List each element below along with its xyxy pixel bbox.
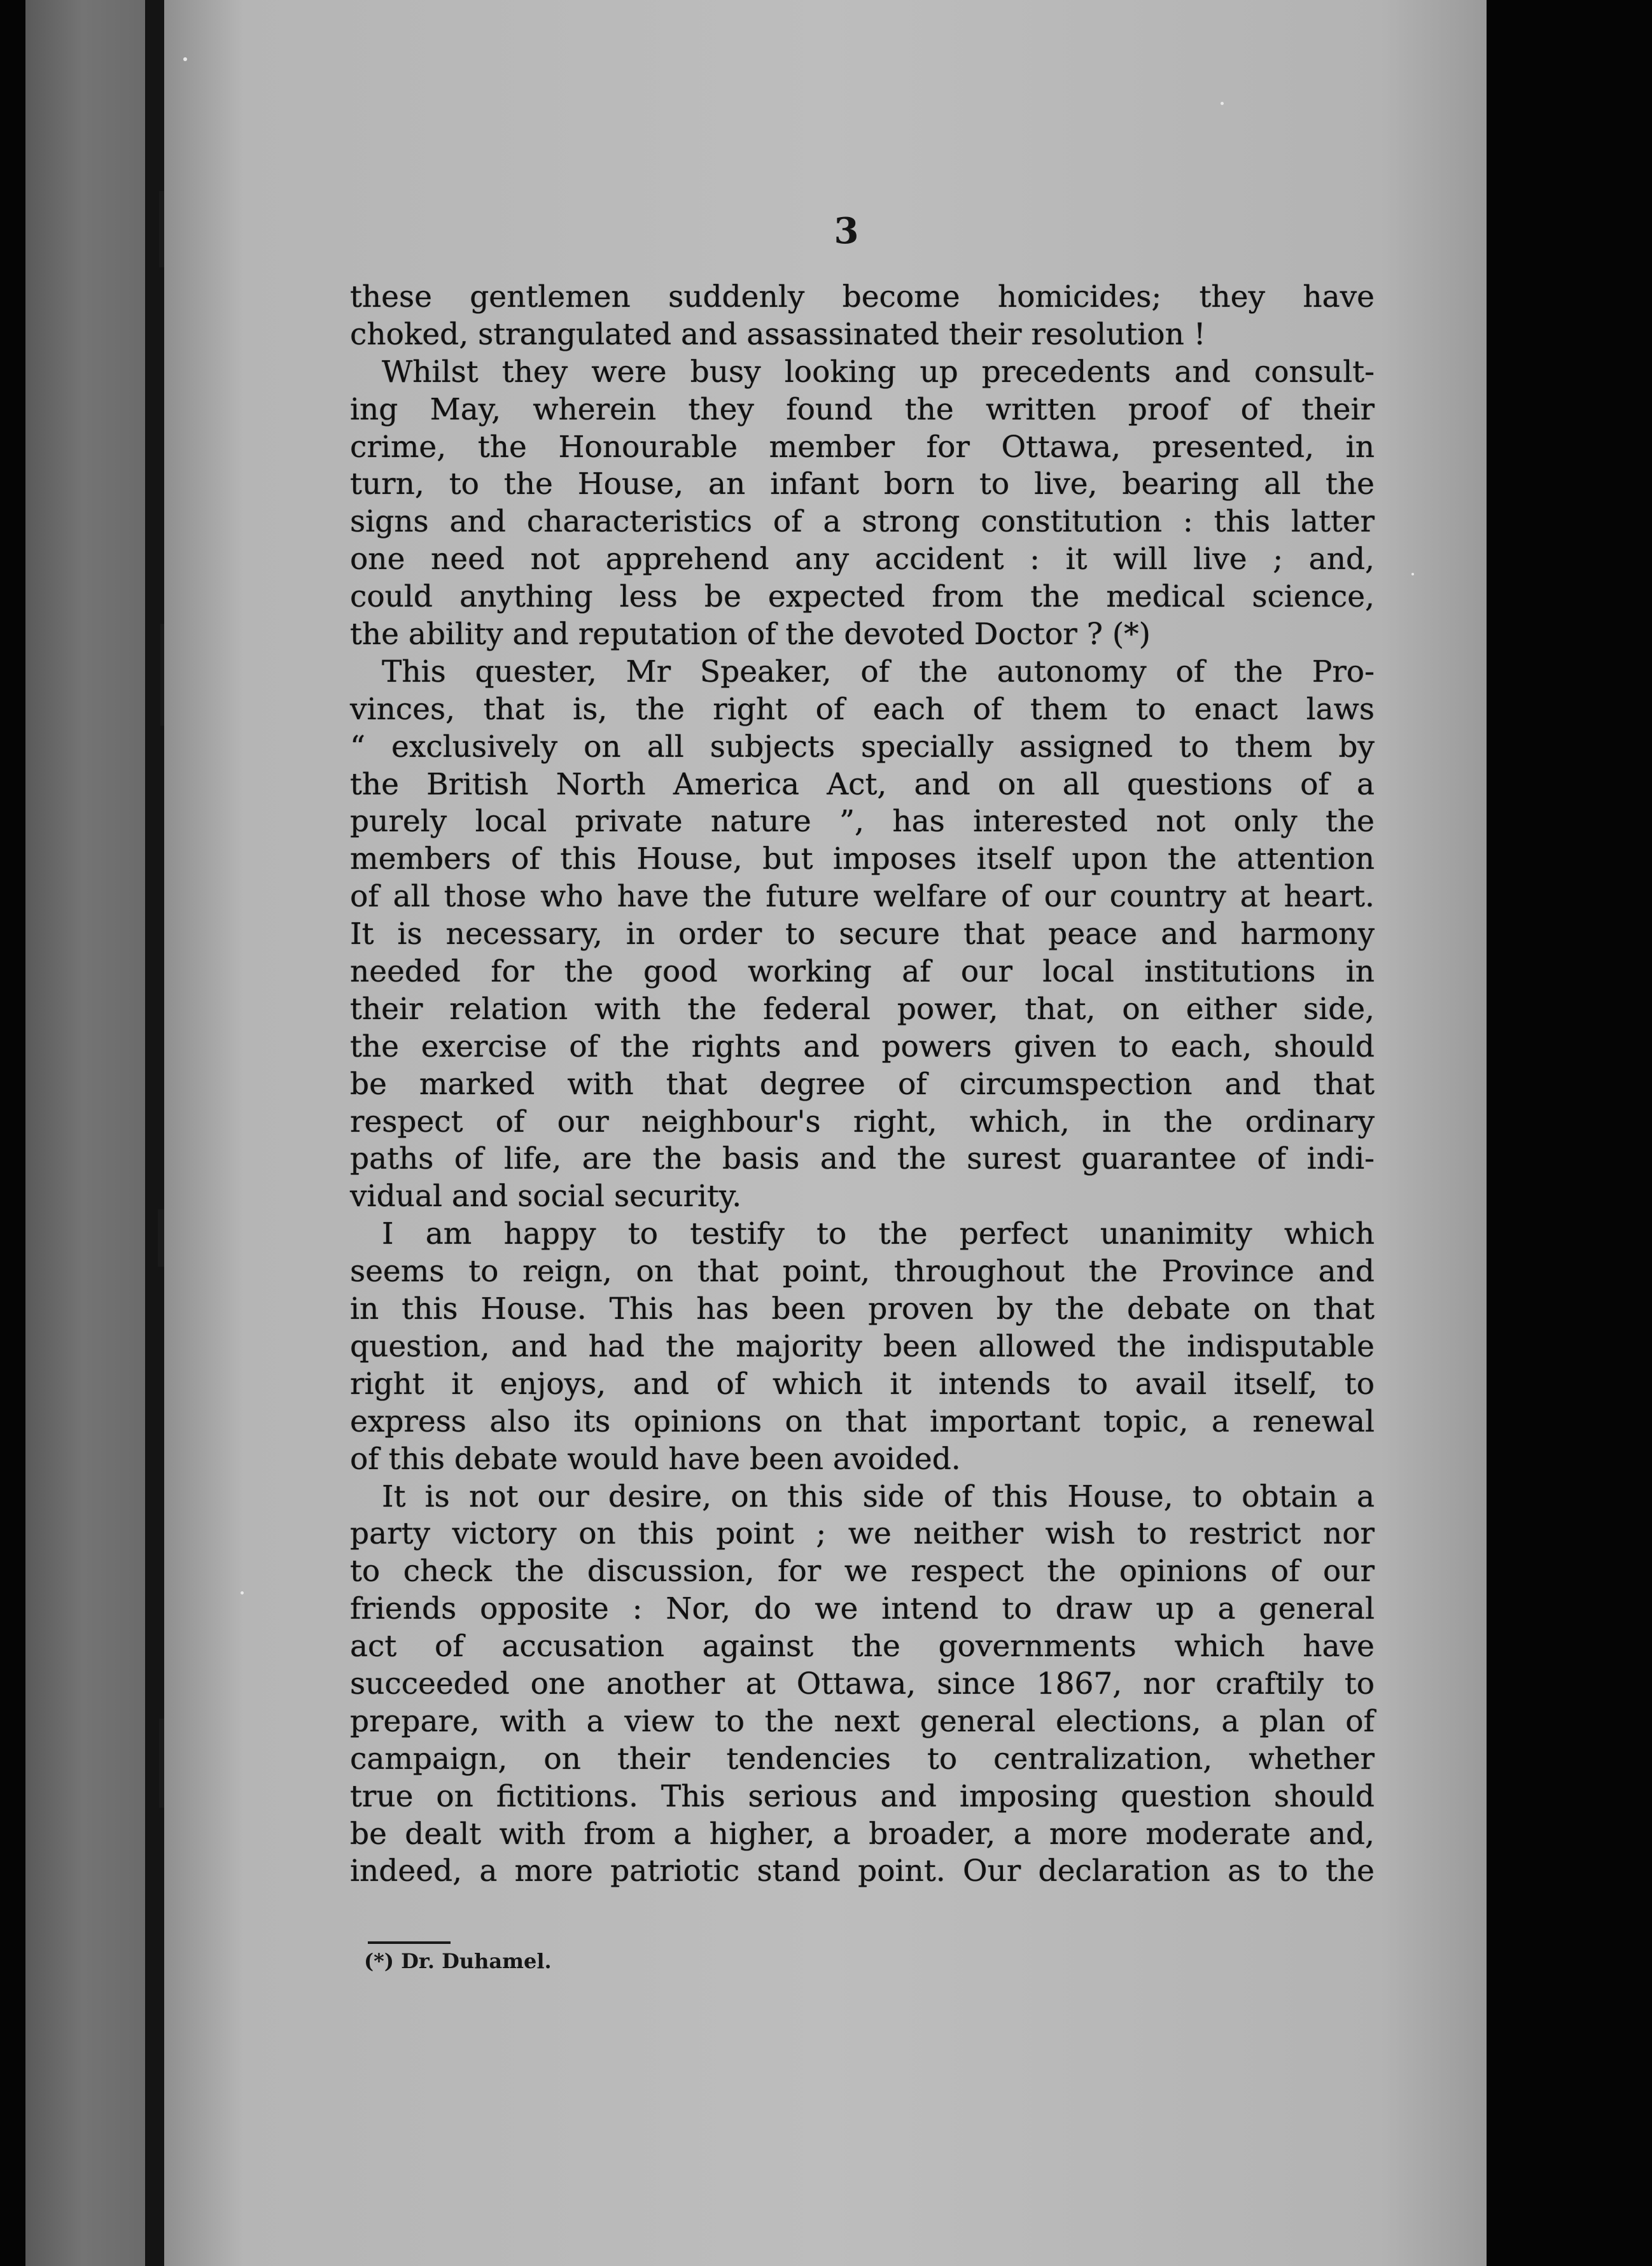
text-line: of this debate would have been avoided. — [350, 1441, 961, 1477]
text-line: seems to reign, on that point, throughout the Province and — [350, 1254, 1375, 1290]
text-line: purely local private nature ”, has interested not only the — [350, 804, 1375, 840]
text-line: act of accusation against the governments which have — [350, 1629, 1375, 1664]
dust-speck — [1221, 102, 1224, 105]
footnote-rule — [368, 1941, 451, 1944]
text-line: It is not our desire, on this side of this House, to obtain a — [382, 1479, 1375, 1514]
text-line: This quester, Mr Speaker, of the autonomy of the Pro- — [382, 654, 1375, 689]
text-line: choked, strangulated and assassinated their resolution ! — [350, 316, 1206, 352]
text-line: succeeded one another at Ottawa, since 1867, nor craftily to — [350, 1666, 1375, 1701]
body-text — [350, 279, 1375, 1890]
text-line: It is necessary, in order to secure that peace and harmony — [350, 917, 1375, 952]
text-line: friends opposite : Nor, do we intend to draw up a general — [350, 1591, 1375, 1627]
dust-speck — [241, 1591, 244, 1594]
text-line: the exercise of the rights and powers given to each, should — [350, 1029, 1375, 1064]
text-line: vinces, that is, the right of each of them to enact laws — [350, 691, 1375, 727]
cover-gutter — [25, 0, 153, 2266]
scanner-right-border — [1487, 0, 1652, 2266]
text-line: to check the discussion, for we respect the opinions of our — [350, 1554, 1375, 1589]
text-line: I am happy to testify to the perfect unanimity which — [382, 1216, 1375, 1252]
text-line: Whilst they were busy looking up precedents and consult- — [382, 354, 1375, 390]
text-line: “ exclusively on all subjects specially assigned to them by — [350, 729, 1375, 764]
text-line: vidual and social security. — [350, 1179, 742, 1214]
dust-speck — [1411, 573, 1414, 575]
text-line: paths of life, are the basis and the surest guarantee of indi- — [350, 1141, 1375, 1177]
page-number: 3 — [834, 210, 859, 252]
scanner-left-border — [0, 0, 25, 2266]
text-line: respect of our neighbour's right, which, in the ordinary — [350, 1104, 1375, 1139]
text-line: true on fictitions. This serious and imposing question should — [350, 1778, 1375, 1814]
text-line: members of this House, but imposes itself upon the attention — [350, 841, 1375, 877]
text-line: turn, to the House, an infant born to live, bearing all the — [350, 467, 1375, 502]
footnote: (*) Dr. Duhamel. — [364, 1949, 552, 1973]
text-line: the British North America Act, and on all questions of a — [350, 766, 1375, 802]
text-line: the ability and reputation of the devoted Doctor ? (*) — [350, 617, 1151, 652]
text-line: crime, the Honourable member for Ottawa, presented, in — [350, 429, 1375, 465]
text-line: their relation with the federal power, that, on either side, — [350, 991, 1375, 1027]
text-line: question, and had the majority been allowed the indisputable — [350, 1328, 1375, 1364]
text-line: right it enjoys, and of which it intends to avail itself, to — [350, 1366, 1375, 1402]
text-line: party victory on this point ; we neither wish to restrict nor — [350, 1516, 1375, 1552]
text-line: indeed, a more patriotic stand point. Our declaration as to the — [350, 1854, 1375, 1889]
text-line: campaign, on their tendencies to centralization, whether — [350, 1741, 1375, 1777]
text-line: prepare, with a view to the next general elections, a plan of — [350, 1703, 1375, 1739]
text-line: be dealt with from a higher, a broader, a more moderate and, — [350, 1816, 1375, 1852]
text-line: in this House. This has been proven by the debate on that — [350, 1291, 1375, 1327]
text-line: one need not apprehend any accident : it will live ; and, — [350, 542, 1375, 577]
text-line: needed for the good working af our local institutions in — [350, 954, 1375, 990]
text-line: be marked with that degree of circumspection and that — [350, 1066, 1375, 1102]
text-line: signs and characteristics of a strong constitution : this latter — [350, 504, 1375, 540]
text-line: express also its opinions on that important topic, a renewal — [350, 1404, 1375, 1439]
text-line: these gentlemen suddenly become homicides; they have — [350, 279, 1375, 314]
text-line: ing May, wherein they found the written proof of their — [350, 391, 1375, 427]
dust-speck — [183, 57, 187, 61]
text-line: could anything less be expected from the medical science, — [350, 579, 1375, 615]
text-line: of all those who have the future welfare of our country at heart. — [350, 879, 1375, 915]
